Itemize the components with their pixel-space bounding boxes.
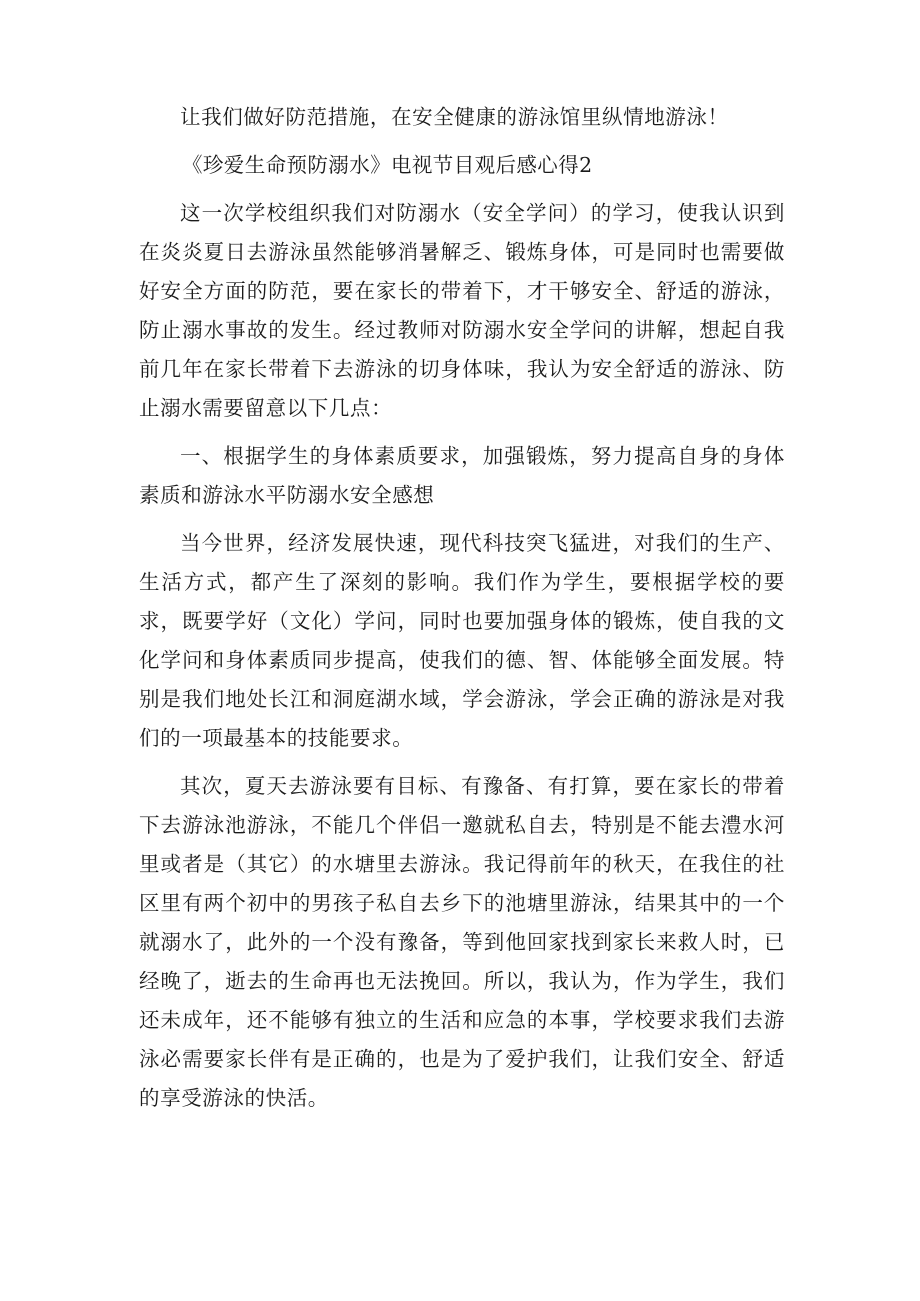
paragraph-intro: 这一次学校组织我们对防溺水（安全学问）的学习，使我认识到在炎炎夏日去游泳虽然能够消暑解乏、锻炼身体，可是同时也需要做好安全方面的防范，要在家长的带着下，才干够安全、舒适的游泳，防止溺水事故的发生。经过教师对防溺水安全学问的讲解，想起自我前几年在家长带着下去游泳的切身体味，我认为安全舒适的游泳、防止溺水需要留意以下几点： bbox=[139, 201, 785, 420]
document-body bbox=[139, 98, 785, 1118]
paragraph-modern-world: 当今世界，经济发展快速，现代科技突飞猛进，对我们的生产、生活方式，都产生了深刻的影响。我们作为学生，要根据学校的要求，既要学好（文化）学问，同时也要加强身体的锻炼，使自我的文化学问和身体素质同步提高，使我们的德、智、体能够全面发展。特别是我们地处长江和洞庭湖水域，学会游泳，学会正确的游泳是对我们的一项最基本的技能要求。 bbox=[139, 531, 785, 750]
paragraph-point-one: 一、根据学生的身体素质要求，加强锻炼，努力提高自身的身体素质和游泳水平防溺水安全感想 bbox=[139, 444, 785, 507]
paragraph-closing-line: 让我们做好防范措施，在安全健康的游泳馆里纵情地游泳！ bbox=[180, 105, 729, 129]
section-title: 《珍爱生命预防溺水》电视节目观后感心得2 bbox=[182, 153, 593, 177]
paragraph-second-point: 其次，夏天去游泳要有目标、有豫备、有打算，要在家长的带着下去游泳池游泳，不能几个伴侣一邀就私自去，特别是不能去澧水河里或者是（其它）的水塘里去游泳。我记得前年的秋天，在我住的社区里有两个初中的男孩子私自去乡下的池塘里游泳，结果其中的一个就溺水了，此外的一个没有豫备，等到他回家找到家长来救人时，已经晚了，逝去的生命再也无法挽回。所以，我认为，作为学生，我们还未成年，还不能够有独立的生活和应急的本事，学校要求我们去游泳必需要家长伴有是正确的，也是为了爱护我们，让我们安全、舒适的享受游泳的快活。 bbox=[139, 774, 785, 1110]
